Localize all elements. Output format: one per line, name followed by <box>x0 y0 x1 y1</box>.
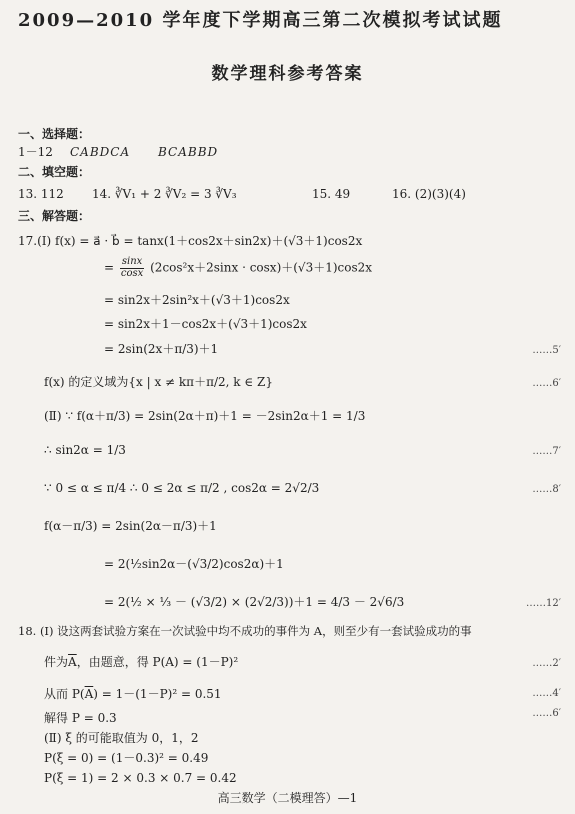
q18-line-2-rest: ，由题意，得 P(A) = (1－P)² <box>76 655 239 669</box>
q17-score-5: ……5′ <box>532 345 561 356</box>
q17-line-12: = 2(½ × ⅓ － (√3/2) × (2√2/3))＋1 = 4/3 － 2√6/3 <box>104 595 405 609</box>
fill-answer-16: 16. (2)(3)(4) <box>392 187 466 201</box>
q18-line-2-pre: 件为 <box>44 655 69 669</box>
q17-line-10: f(α－π/3) = 2sin(2α－π/3)＋1 <box>44 519 217 533</box>
q17-score-12: ……12′ <box>526 598 561 609</box>
q17-line-2-eq: = <box>104 260 115 275</box>
q17-fraction <box>119 257 145 279</box>
q17-score-6: ……6′ <box>532 378 561 389</box>
q18-line-7: P(ξ = 1) = 2 × 0.3 × 0.7 = 0.42 <box>44 771 237 785</box>
q18-line-3 <box>44 688 222 700</box>
q17-fraction-den: cosx <box>120 267 144 279</box>
q18-line-1: 18. (Ⅰ) 设这两套试验方案在一次试验中均不成功的事件为 A，则至少有一套试验成功的事 <box>18 624 472 638</box>
q17-fraction-num: sinx <box>121 256 143 267</box>
q18-line-3-pre: 从而 P( <box>44 687 85 701</box>
q18-line-2 <box>44 656 238 668</box>
q17-line-2-rest: (2cos²x＋2sinx · cosx)＋(√3＋1)cos2x <box>150 260 373 275</box>
q18-score-2: ……2′ <box>532 658 561 669</box>
q18-score-4: ……4′ <box>532 688 561 699</box>
q17-line-6: f(x) 的定义域为{x | x ≠ kπ＋π/2, k ∈ Z} <box>44 375 274 389</box>
q18-line-3-rest: ) = 1－(1－P)² = 0.51 <box>93 687 222 701</box>
q17-line-3: = sin2x＋2sin²x＋(√3＋1)cos2x <box>104 293 290 307</box>
q18-event-complement: $\overline{A}$ <box>68 655 77 669</box>
section-choice-heading: 一、选择题： <box>18 127 91 141</box>
fill-answer-15: 15. 49 <box>312 187 351 201</box>
section-solution-heading: 三、解答题： <box>18 209 91 223</box>
exam-header: 2009—2010 学年度下学期高三第二次模拟考试试题 <box>18 10 503 31</box>
q17-line-4: = sin2x＋1－cos2x＋(√3＋1)cos2x <box>104 317 307 331</box>
choice-range: 1－12 <box>18 145 53 159</box>
section-fill-heading: 二、填空题： <box>18 165 91 179</box>
fill-answer-13: 13. 112 <box>18 187 64 201</box>
q17-line-7: (Ⅱ) ∵ f(α＋π/3) = 2sin(2α＋π)＋1 = －2sin2α＋1 = 1/3 <box>44 409 366 423</box>
q17-score-8: ……8′ <box>532 484 561 495</box>
q18-line-5: (Ⅱ) ξ 的可能取值为 0，1，2 <box>44 731 199 745</box>
q17-line-1: 17.(Ⅰ) f(x) = a⃗ · b⃗ = tanx(1＋cos2x＋sin2x)＋(√3＋1)cos2x <box>18 234 363 248</box>
fill-answer-14: 14. ∛V₁ + 2 ∛V₂ = 3 ∛V₃ <box>92 187 237 201</box>
q18-line-4: 解得 P = 0.3 <box>44 711 117 725</box>
q17-line-8: ∴ sin2α = 1/3 <box>44 443 126 457</box>
q18-score-6: ……6′ <box>532 708 561 719</box>
page-title: 数学理科参考答案 <box>211 64 364 84</box>
q18-line-6: P(ξ = 0) = (1－0.3)² = 0.49 <box>44 751 209 765</box>
q17-line-2 <box>104 257 372 279</box>
q17-line-9: ∵ 0 ≤ α ≤ π/4 ∴ 0 ≤ 2α ≤ π/2 , cos2α = 2√2/3 <box>44 481 320 495</box>
q17-line-5: = 2sin(2x＋π/3)＋1 <box>104 342 219 356</box>
q17-line-11: = 2(½sin2α－(√3/2)cos2α)＋1 <box>104 557 284 571</box>
choice-answers-second: BCABBD <box>158 145 219 159</box>
choice-answers-first: CABDCA <box>70 145 131 159</box>
q17-score-7: ……7′ <box>532 446 561 457</box>
q18-event-complement-2: $\overline{A}$ <box>84 687 94 701</box>
page-footer: 高三数学（二模理答）—1 <box>217 791 358 805</box>
